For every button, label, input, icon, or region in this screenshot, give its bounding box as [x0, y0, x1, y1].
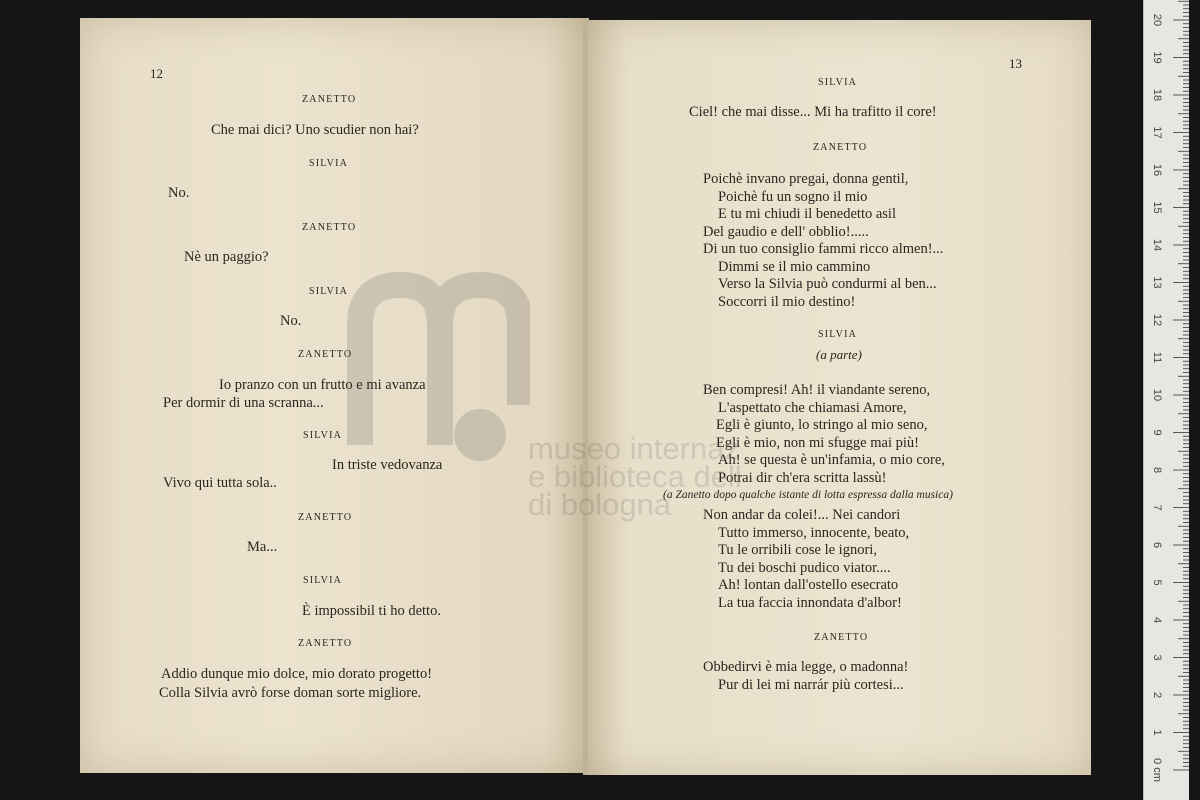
speaker-name: ZANETTO: [302, 94, 357, 105]
ruler-label: 15: [1151, 201, 1163, 214]
measurement-ruler: [1143, 0, 1189, 800]
ruler-ticks: [1144, 0, 1189, 800]
ruler-label: 4: [1151, 616, 1163, 624]
verse-line: Ma...: [247, 539, 278, 555]
verse-line: Egli è giunto, lo stringo al mio seno,: [716, 417, 928, 433]
verse-line: No.: [168, 185, 190, 201]
ruler-label: 10: [1151, 388, 1163, 402]
verse-line: Pur di lei mi narrár più cortesi...: [718, 677, 904, 693]
speaker-name: ZANETTO: [814, 632, 869, 643]
verse-line: È impossibil ti ho detto.: [302, 603, 441, 619]
verse-line: Io pranzo con un frutto e mi avanza: [219, 377, 426, 393]
speaker-name: ZANETTO: [298, 349, 353, 360]
verse-line: Che mai dici? Uno scudier non hai?: [211, 122, 419, 138]
ruler-label: 14: [1151, 238, 1163, 252]
page-number: 12: [150, 66, 163, 81]
ruler-label: 2: [1151, 691, 1163, 699]
verse-line: Nè un paggio?: [184, 249, 269, 265]
verse-line: Poichè fu un sogno il mio: [718, 189, 868, 205]
ruler-label: 19: [1151, 51, 1163, 64]
verse-line: Verso la Silvia può condurmi al ben...: [718, 276, 937, 292]
ruler-label: 1: [1151, 729, 1163, 736]
verse-line: Soccorri il mio destino!: [718, 294, 856, 310]
ruler-label: 17: [1151, 126, 1163, 139]
ruler-label: 9: [1151, 429, 1163, 436]
ruler-label: 8: [1151, 466, 1163, 474]
verse-line: Ah! se questa è un'infamia, o mio core,: [718, 452, 945, 468]
verse-line: No.: [280, 313, 302, 329]
ruler-label: 18: [1151, 88, 1163, 102]
ruler-label: 16: [1151, 163, 1163, 177]
verse-line: Tu dei boschi pudico viator....: [718, 560, 891, 576]
speaker-name: SILVIA: [818, 77, 858, 88]
verse-line: Obbedirvi è mia legge, o madonna!: [703, 659, 909, 675]
speaker-name: SILVIA: [309, 286, 349, 297]
right-page: [588, 20, 1091, 775]
ruler-label: 20: [1151, 13, 1163, 27]
ruler-label: 6: [1151, 541, 1163, 549]
verse-line: E tu mi chiudi il benedetto asil: [718, 206, 896, 222]
ruler-label: 11: [1151, 351, 1163, 364]
speaker-name: ZANETTO: [298, 512, 353, 523]
verse-line: Tu le orribili cose le ignori,: [718, 542, 877, 558]
ruler-label: 3: [1151, 654, 1163, 661]
verse-line: Non andar da colei!... Nei candori: [703, 507, 901, 523]
verse-line: Ah! lontan dall'ostello esecrato: [718, 577, 899, 593]
ruler-label: 5: [1151, 579, 1163, 586]
verse-line: Del gaudio e dell' obblio!.....: [703, 224, 869, 240]
speaker-name: SILVIA: [303, 430, 343, 441]
verse-line: Per dormir di una scranna...: [163, 395, 324, 411]
page-number: 13: [1009, 56, 1022, 71]
verse-line: Ciel! che mai disse... Mi ha trafitto il core!: [689, 104, 937, 120]
verse-line: In triste vedovanza: [332, 457, 443, 473]
verse-line: L'aspettato che chiamasi Amore,: [718, 400, 907, 416]
stage-direction: (a parte): [816, 347, 862, 362]
verse-line: Egli è mio, non mi sfugge mai più!: [716, 435, 919, 451]
verse-line: Di un tuo consiglio fammi ricco almen!...: [703, 241, 944, 257]
speaker-name: SILVIA: [309, 158, 349, 169]
verse-line: Ben compresi! Ah! il viandante sereno,: [703, 382, 931, 398]
speaker-name: ZANETTO: [813, 142, 868, 153]
verse-line: Poichè invano pregai, donna gentil,: [703, 171, 909, 187]
verse-line: La tua faccia innondata d'albor!: [718, 595, 902, 611]
speaker-name: ZANETTO: [298, 638, 353, 649]
ruler-label: 7: [1151, 504, 1163, 511]
verse-line: Dimmi se il mio cammino: [718, 259, 871, 275]
ruler-label: 13: [1151, 276, 1163, 289]
verse-line: Vivo qui tutta sola..: [163, 475, 277, 491]
left-page: [80, 18, 585, 773]
stage-direction: (a Zanetto dopo qualche istante di lotta espressa dalla musica): [663, 489, 953, 501]
verse-line: Addio dunque mio dolce, mio dorato progetto!: [161, 666, 433, 682]
verse-line: Tutto immerso, innocente, beato,: [718, 525, 910, 541]
speaker-name: ZANETTO: [302, 222, 357, 233]
ruler-label: 0 cm: [1151, 758, 1163, 782]
speaker-name: SILVIA: [818, 329, 858, 340]
verse-line: Potrai dir ch'era scritta lassù!: [718, 470, 887, 486]
verse-line: Colla Silvia avrò forse doman sorte migliore.: [159, 685, 422, 701]
speaker-name: SILVIA: [303, 575, 343, 586]
ruler-label: 12: [1151, 313, 1163, 327]
